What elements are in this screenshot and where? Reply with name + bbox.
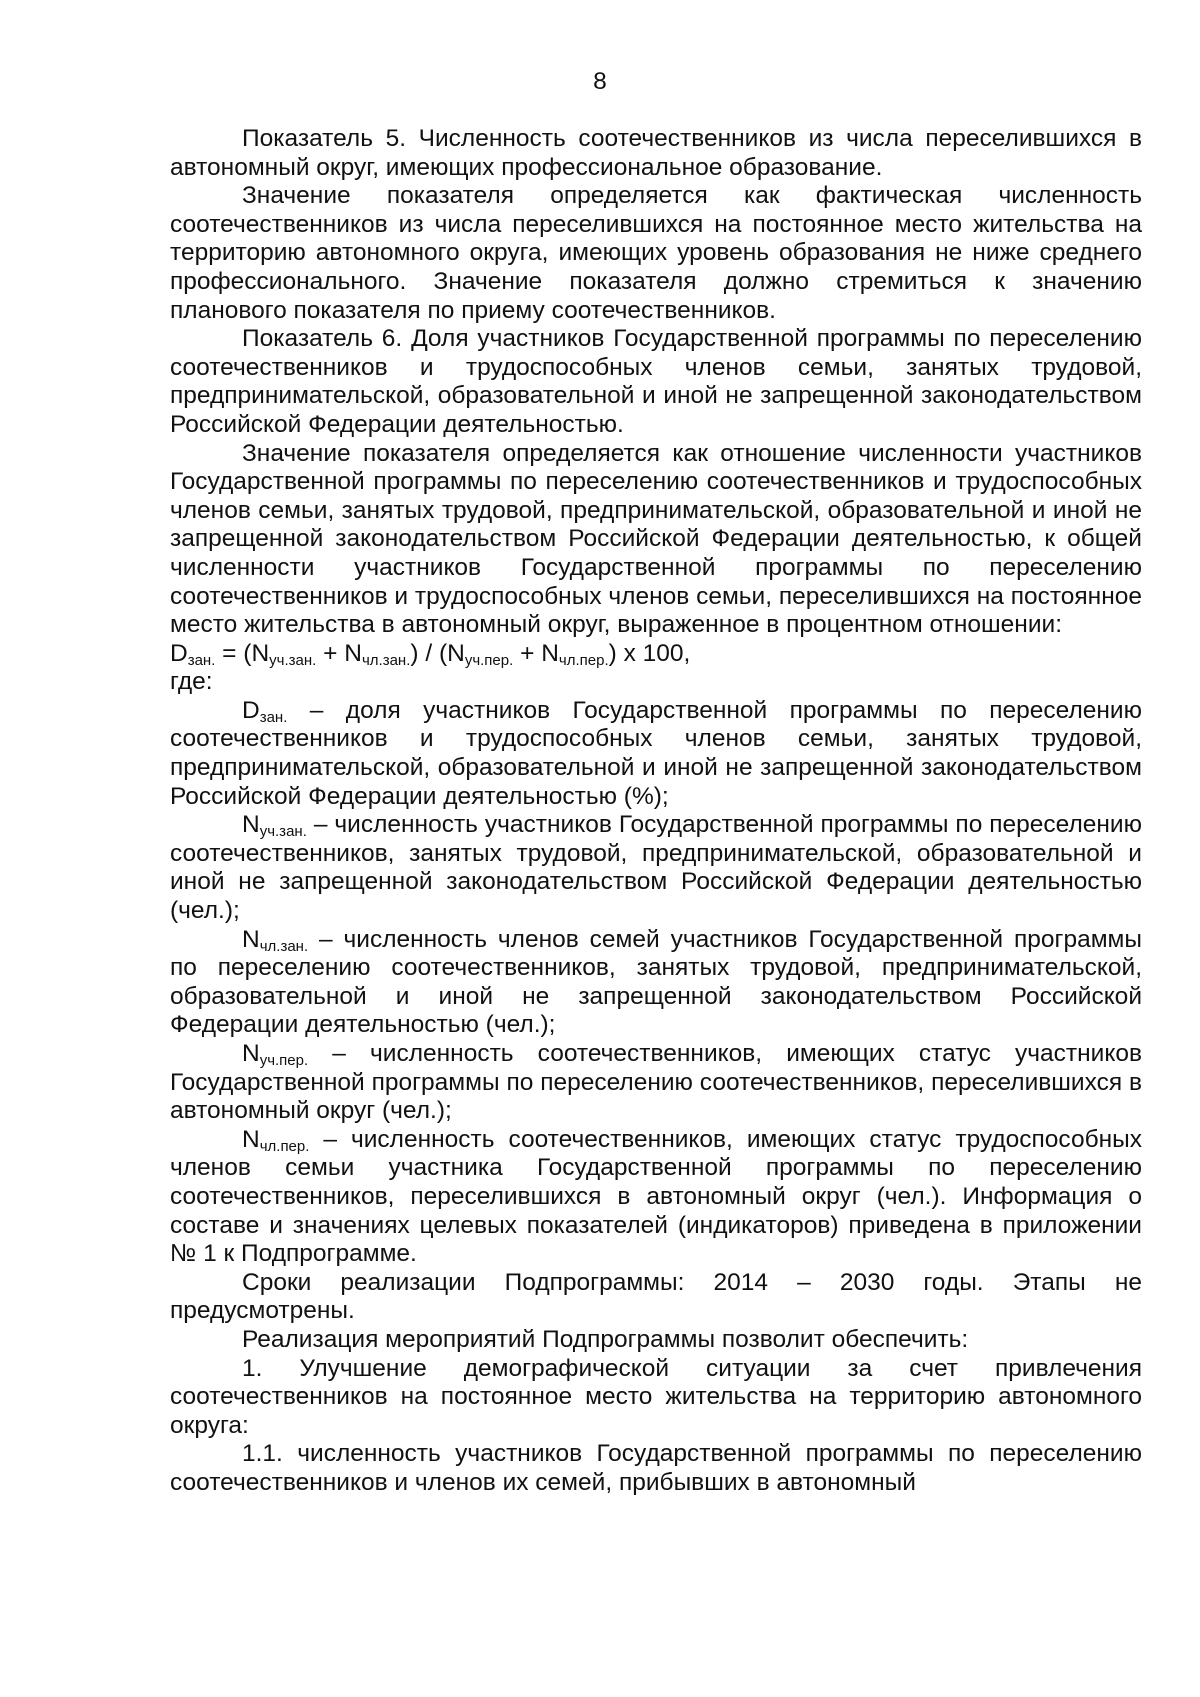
formula	[170, 640, 1142, 669]
formula-n4: N	[541, 639, 559, 667]
definition-subscript: чл.пер.	[259, 1137, 310, 1155]
paragraph-item-1: 1. Улучшение демографической ситуации за счет привлечения соотечественников на постоянное место жительства на территорию автономного округа:	[170, 1354, 1142, 1439]
formula-d-sub: зан.	[187, 651, 216, 669]
paragraph-indicator-5-value: Значение показателя определяется как фактическая численность соотечественников из числа переселившихся на постоянное место жительства на территорию автономного округа, имеющих уровень образования не ниже среднего профессионального. Значение показателя должно стремиться к значению планового показателя по приему соотечественников.	[170, 182, 1142, 324]
paragraph-indicator-6-value: Значение показателя определяется как отношение численности участников Государственной программы по переселению соотечественников и трудоспособных членов семьи, занятых трудовой, предпринимательской, образовательной и иной не запрещенной законодательством Российской Федерации деятельностью, к общей численности участников Государственной программы по переселению соотечественников и трудоспособных членов семьи, переселившихся на постоянное место жительства в автономный округ, выраженное в процентном отношении:	[170, 439, 1142, 639]
definition-symbol: D	[242, 696, 260, 724]
formula-eq-open: = (	[215, 639, 252, 667]
paragraph-item-1-1: 1.1. численность участников Государственной программы по переселению соотечественников и членов их семей, прибывших в автономный	[170, 1440, 1142, 1496]
definition-n-uch-per	[170, 1040, 1142, 1126]
definition-symbol: N	[242, 1040, 260, 1067]
definition-text: – доля участников Государственной программы по переселению соотечественников и трудоспособных членов семьи, занятых трудовой, предпринимательской, образовательной и иной не запрещенной законодательством Российской Федерации деятельностью (%);	[170, 696, 1142, 810]
formula-n1: N	[251, 639, 270, 667]
definition-subscript: уч.зан.	[259, 823, 307, 841]
paragraph-indicator-5: Показатель 5. Численность соотечественников из числа переселившихся в автономный округ, имеющих профессиональное образование.	[170, 125, 1142, 181]
formula-n1-sub: уч.зан.	[269, 651, 317, 669]
definition-n-chl-zan	[170, 926, 1142, 1040]
formula-n2: N	[344, 639, 362, 667]
formula-tail: ) x 100,	[608, 639, 691, 667]
formula-n4-sub: чл.пер.	[558, 651, 609, 669]
definition-subscript: уч.пер.	[259, 1052, 309, 1069]
definition-text: – численность участников Государственной программы по переселению соотечественников, занятых трудовой, предпринимательской, образовательной и иной не запрещенной законодательством Российской Федерации деятельностью (чел.);	[170, 811, 1142, 925]
formula-n3-sub: уч.пер.	[464, 651, 514, 669]
formula-d: D	[170, 639, 188, 667]
definition-n-uch-zan	[170, 811, 1142, 925]
definition-n-chl-per	[170, 1126, 1142, 1269]
definition-symbol: N	[242, 1125, 260, 1153]
where-label: где:	[170, 668, 213, 696]
paragraph-terms: Сроки реализации Подпрограммы: 2014 – 2030 годы. Этапы не предусмотрены.	[170, 1268, 1142, 1325]
definition-symbol: N	[242, 811, 260, 839]
formula-n3: N	[447, 639, 465, 667]
formula-n2-sub: чл.зан.	[361, 651, 411, 669]
definition-symbol: N	[242, 925, 260, 953]
paragraph-indicator-6: Показатель 6. Доля участников Государственной программы по переселению соотечественников и трудоспособных членов семьи, занятых трудовой, предпринимательской, образовательной и иной не запрещенной законодательством Российской Федерации деятельностью.	[170, 325, 1142, 438]
formula-mid: ) / (	[410, 639, 448, 667]
definition-text: – численность членов семей участников Государственной программы по переселению соотечественников, занятых трудовой, предпринимательской, образовательной и иной не запрещенной законодательством Российской Федерации деятельностью (чел.);	[170, 925, 1142, 1039]
definition-text: – численность соотечественников, имеющих статус трудоспособных членов семьи участника Государственной программы по переселению соотечественников, переселившихся в автономный округ (чел.). Информация о составе и значениях целевых показателей (индикаторов) приведена в приложении № 1 к Подпрограмме.	[170, 1125, 1142, 1268]
formula-plus1: +	[316, 639, 345, 667]
definition-d-zan	[170, 697, 1142, 811]
paragraph-implementation: Реализация мероприятий Подпрограммы позволит обеспечить:	[242, 1325, 969, 1353]
definition-subscript: чл.зан.	[259, 937, 309, 955]
formula-plus2: +	[513, 639, 542, 667]
page-number: 8	[593, 68, 607, 95]
document-body	[170, 125, 1142, 1498]
definition-text: – численность соотечественников, имеющих статус участников Государственной программы по переселению соотечественников, переселившихся в автономный округ (чел.);	[170, 1040, 1142, 1125]
definition-subscript: зан.	[259, 708, 288, 726]
